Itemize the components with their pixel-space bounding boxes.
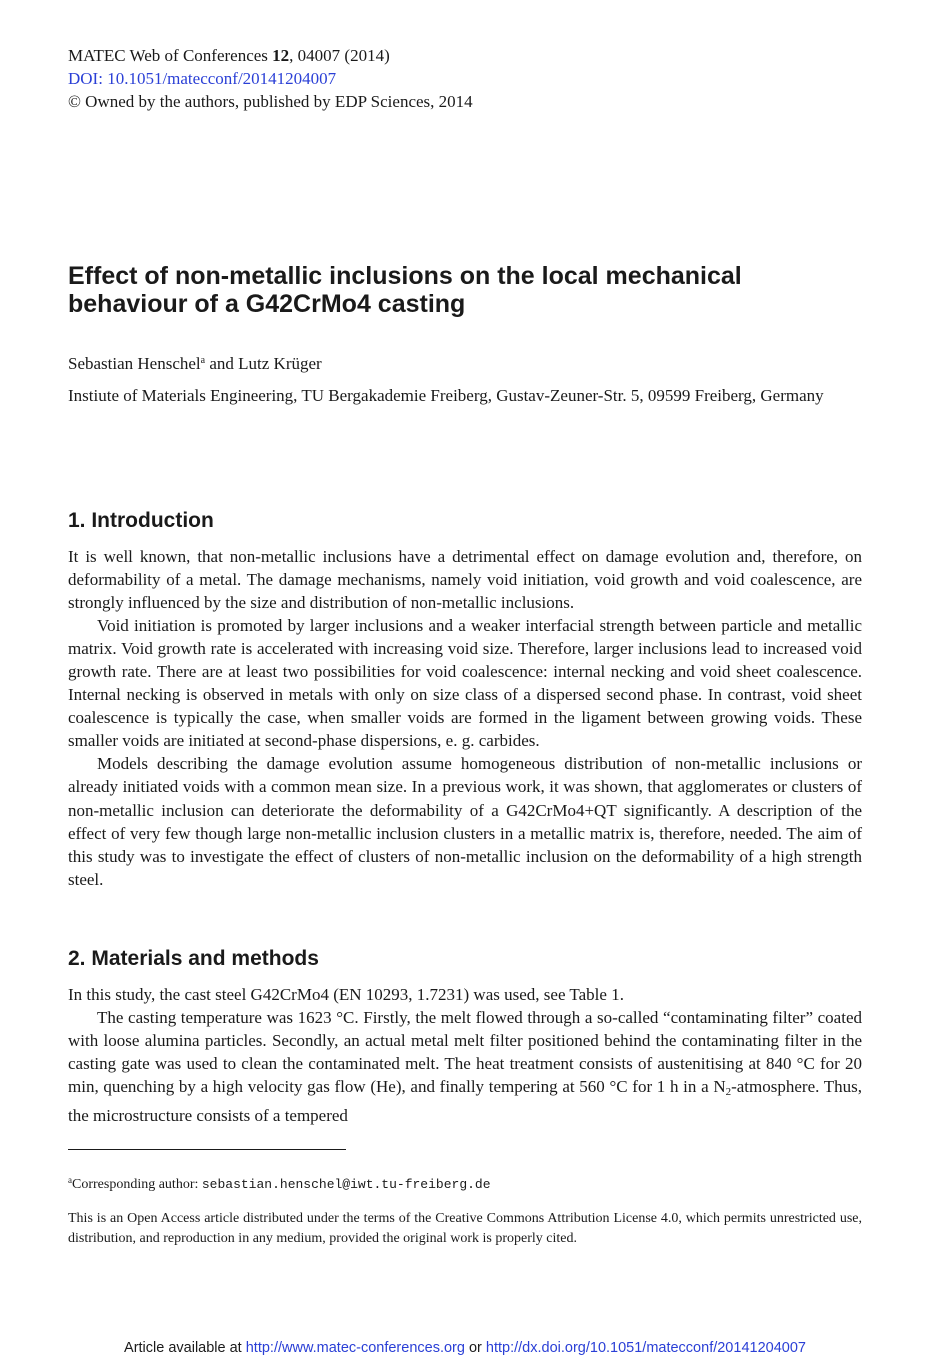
paragraph: Models describing the damage evolution assume homogeneous distribution of non-metallic inclusions or already initiated voids with a common mean size. In a previous work, it was shown, that agglomerates or clusters of non-metallic inclusion can deteriorate the deformability of a G42CrMo4+QT significantly. A description of the effect of very few though large non-metallic inclusion clusters in a metallic matrix is, therefore, needed. The aim of this study was to investigate the effect of clusters of non-metallic inclusion on the deformability of a high strength steel. [68, 754, 862, 889]
author-affiliation-mark: a [200, 355, 206, 366]
author-separator: and [205, 354, 239, 373]
affiliation: Instiute of Materials Engineering, TU Bergakademie Freiberg, Gustav-Zeuner-Str. 5, 09599 Freiberg, Germany [68, 386, 824, 405]
availability-footer [0, 1338, 930, 1358]
section-heading-introduction: 1. Introduction [68, 509, 214, 532]
doi-url-link[interactable]: http://dx.doi.org/10.1051/matecconf/20141204007 [485, 1340, 806, 1356]
footnote-label: Corresponding author: [72, 1177, 202, 1192]
doi-link[interactable]: DOI: 10.1051/matecconf/20141204007 [68, 69, 337, 88]
paragraph: Void initiation is promoted by larger inclusions and a weaker interfacial strength between particle and metallic matrix. Void growth rate is accelerated with increasing void size. Therefore, larger inclusions lead to increased void growth rate. There are at least two possibilities for void coalescence: internal necking and void sheet coalescence. Internal necking is observed in metals with only on size class of a dispersed second phase. In contrast, void sheet coalescence is typically the case, when smaller voids are formed in the ligament between growing voids. These smaller voids are initiated at second-phase dispersions, e. g. carbides. [68, 616, 862, 751]
footnote-mark: a [68, 1175, 72, 1185]
conference-url-link[interactable]: http://www.matec-conferences.org [245, 1340, 465, 1356]
journal-name: MATEC Web of Conferences [68, 46, 268, 65]
paper-title: Effect of non-metallic inclusions on the local mechanical behaviour of a G42CrMo4 casting [68, 262, 742, 318]
author-email[interactable]: sebastian.henschel@iwt.tu-freiberg.de [201, 1177, 491, 1192]
article-id: , 04007 (2014) [289, 46, 390, 65]
license-statement: This is an Open Access article distributed under the terms of the Creative Commons Attribution License 4.0, which permits unrestricted use, distribution, and reproduction in any medium, provided the original work is properly cited. [68, 1211, 862, 1246]
section-heading-materials-methods: 2. Materials and methods [68, 947, 319, 970]
materials-methods-body [68, 983, 862, 1127]
introduction-body [68, 545, 862, 891]
paragraph-text: The casting temperature was 1623 °C. Firstly, the melt flowed through a so-called “contaminating filter” coated with loose alumina particles. Secondly, an actual metal melt filter positioned behind the contaminating filter in the casting gate was used to clean the contaminated melt. The heat treatment consists of austenitising at 840 °C for 20 min, quenching by a high velocity gas flow (He), and finally tempering at 560 °C for 1 h in a N [68, 1008, 862, 1097]
paragraph: In this study, the cast steel G42CrMo4 (EN 10293, 1.7231) was used, see Table 1. [68, 985, 624, 1004]
footnote-rule [68, 1149, 346, 1150]
journal-citation [68, 44, 390, 67]
author-name: Sebastian Henschel [68, 354, 201, 373]
subscript: 2 [725, 1086, 732, 1099]
paragraph-text: -atmosphere. Thus, the microstructure consists of a tempered [68, 1077, 862, 1126]
availability-or: or [464, 1340, 486, 1356]
author-list [68, 349, 322, 375]
paragraph [68, 1006, 862, 1127]
author-name: Lutz Krüger [238, 354, 322, 373]
paragraph: It is well known, that non-metallic inclusions have a detrimental effect on damage evolution and, therefore, on deformability of a metal. The damage mechanisms, namely void initiation, void growth and void coalescence, are strongly influenced by the size and distribution of non-metallic inclusions. [68, 547, 862, 613]
availability-prefix: Article available at [124, 1340, 246, 1356]
copyright-notice: © Owned by the authors, published by EDP Sciences, 2014 [68, 92, 473, 111]
journal-volume: 12 [272, 46, 290, 65]
corresponding-author-footnote [68, 1170, 491, 1195]
